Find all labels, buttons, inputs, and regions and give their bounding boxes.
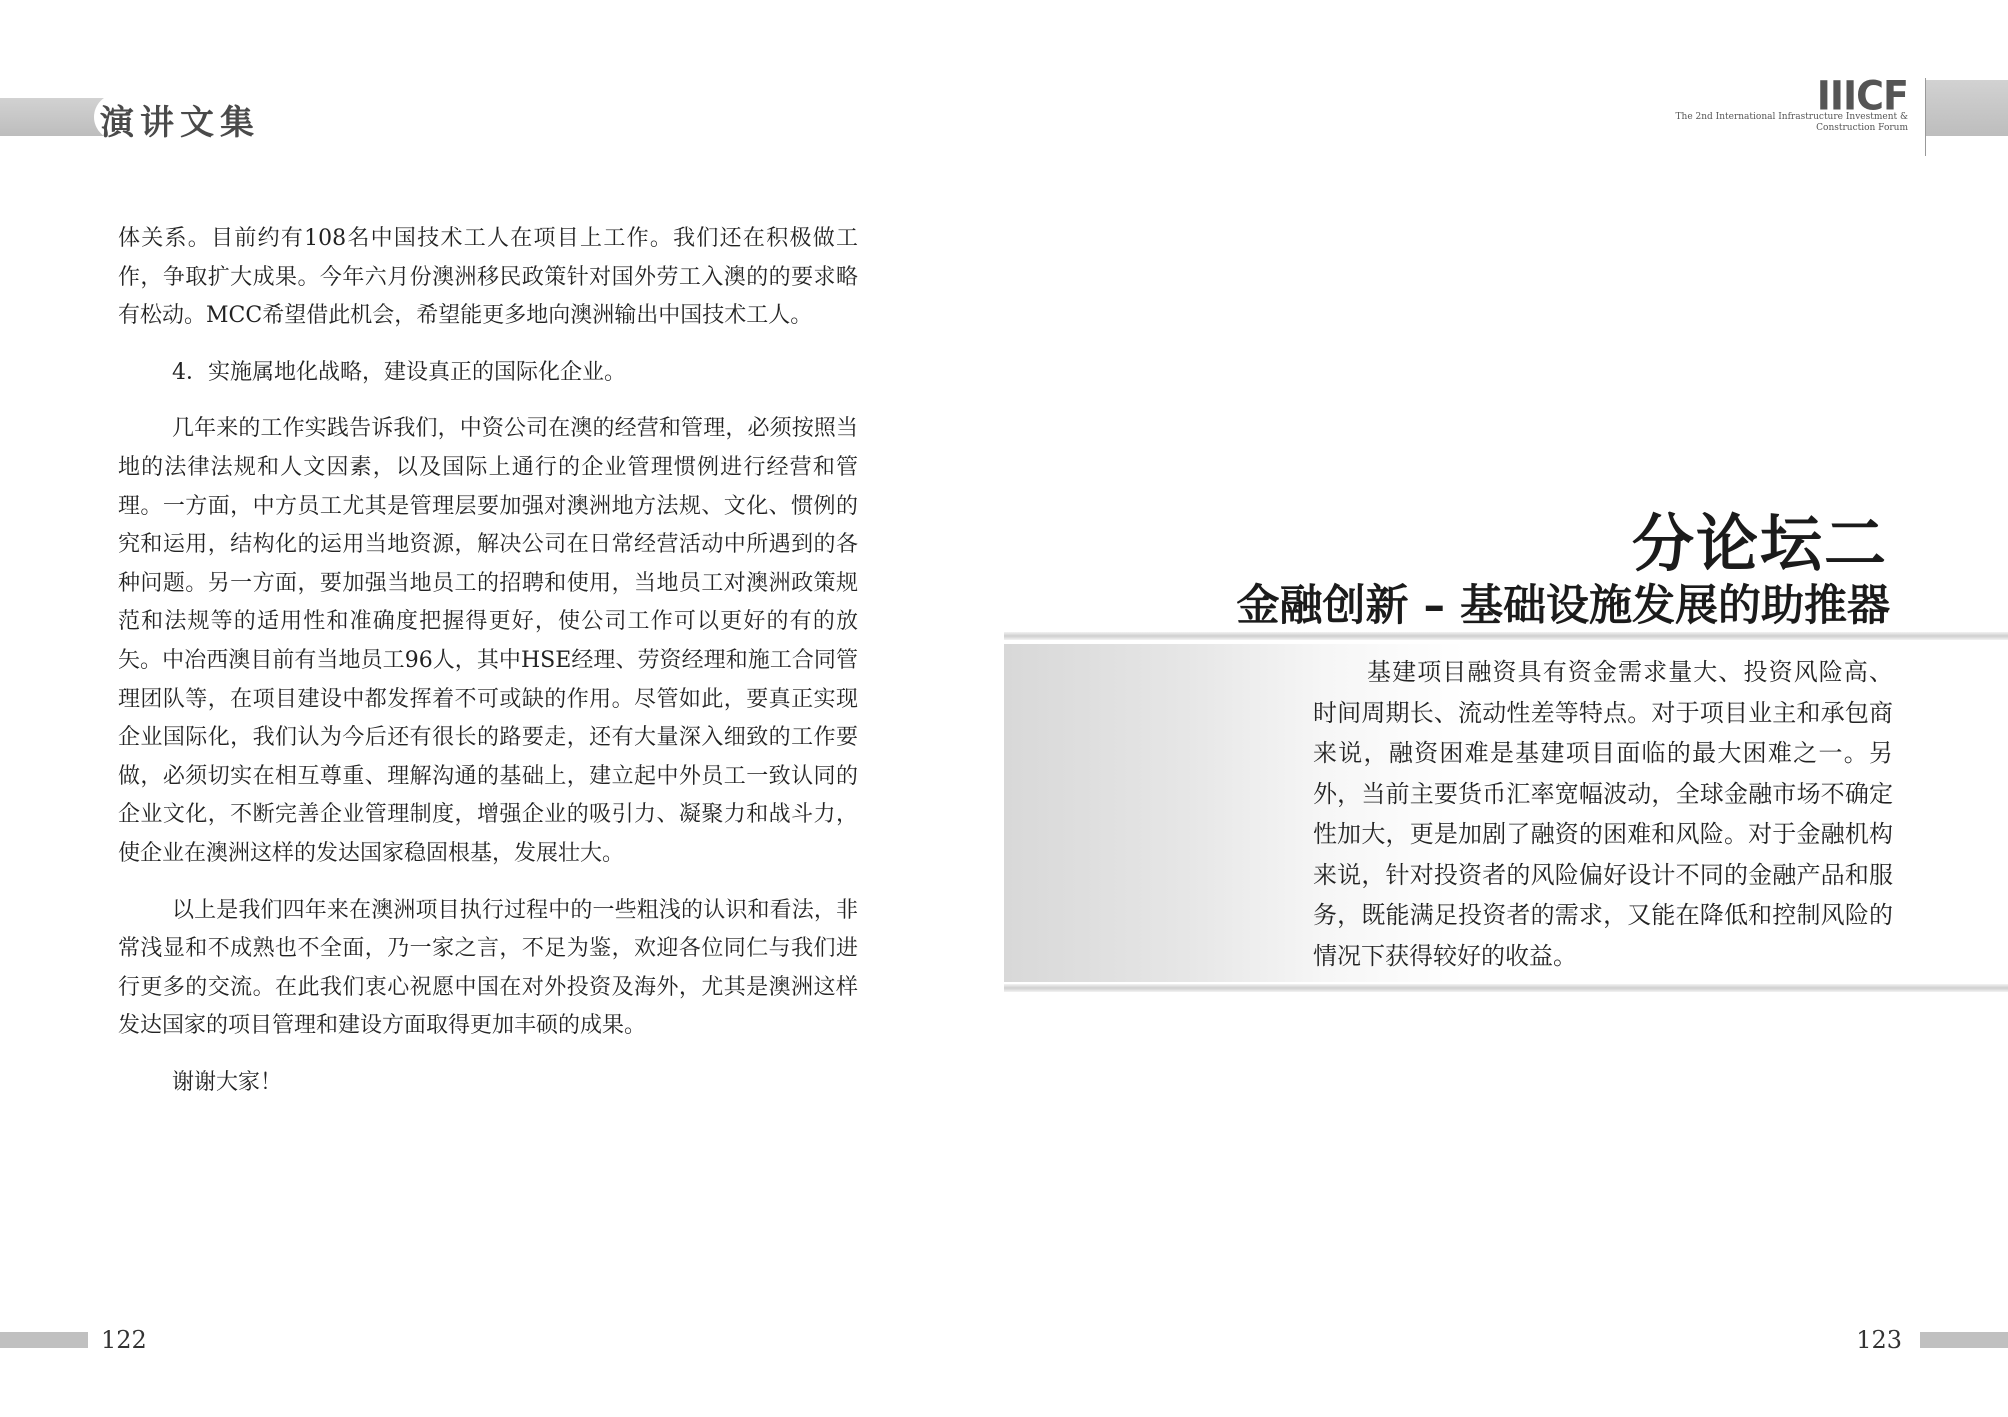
page-number-right: 123 [1856,1326,1902,1354]
page-number-bar-right [1920,1332,2008,1348]
logo-subtitle-line: Construction Forum [1816,123,1908,133]
logo-subtitle [1608,112,1908,134]
iiicf-logo: IIICF [1816,72,1908,120]
running-header-title: 演讲文集 [100,103,260,143]
paragraph: 体关系。目前约有108名中国技术工人在项目上工作。我们还在积极做工作，争取扩大成果。今年六月份澳洲移民政策针对国外劳工入澳的的要求略有松动。MCC希望借此机会，希望能更多地向澳洲输出中国技术工人。 [118,226,858,329]
section-subtitle: 金融创新 – 基础设施发展的助推器 [1236,581,1890,631]
page-number-bar-left [0,1332,88,1348]
page-number-left: 122 [101,1326,147,1354]
intro-paragraph: 基建项目融资具有资金需求量大、投资风险高、时间周期长、流动性差等特点。对于项目业主和承包商来说，融资困难是基建项目面临的最大困难之一。另外，当前主要货币汇率宽幅波动，全球金融市场不确定性加大，更是加剧了融资的困难和风险。对于金融机构来说，针对投资者的风险偏好设计不同的金融产品和服务，既能满足投资者的需求，又能在降低和控制风险的情况下获得较好的收益。 [1313,658,1893,970]
paragraph: 谢谢大家！ [172,1069,283,1095]
logo-subtitle-line: The 2nd International Infrastructure Investment & [1675,112,1908,122]
paragraph: 以上是我们四年来在澳洲项目执行过程中的一些粗浅的认识和看法，非常浅显和不成熟也不全面，乃一家之言，不足为鉴，欢迎各位同仁与我们进行更多的交流。在此我们衷心祝愿中国在对外投资及海外，尤其是澳洲这样发达国家的项目管理和建设方面取得更加丰硕的成果。 [118,897,858,1039]
divider-rule-bottom [1004,984,2008,992]
header-bar-right [1926,80,2008,136]
paragraph: 4．实施属地化战略，建设真正的国际化企业。 [172,359,626,385]
section-title: 分论坛二 [1631,507,1888,580]
left-body-text [118,220,858,1120]
paragraph: 几年来的工作实践告诉我们，中资公司在澳的经营和管理，必须按照当地的法律法规和人文因素，以及国际上通行的企业管理惯例进行经营和管理。一方面，中方员工尤其是管理层要加强对澳洲地方法规、文化、惯例的究和运用，结构化的运用当地资源，解决公司在日常经营活动中所遇到的各种问题。另一方面，要加强当地员工的招聘和使用，当地员工对澳洲政策规范和法规等的适用性和准确度把握得更好，使公司工作可以更好的有的放矢。中冶西澳目前有当地员工96人，其中HSE经理、劳资经理和施工合同管理团队等，在项目建设中都发挥着不可或缺的作用。尽管如此，要真正实现企业国际化，我们认为今后还有很长的路要走，还有大量深入细致的工作要做，必须切实在相互尊重、理解沟通的基础上，建立起中外员工一致认同的企业文化，不断完善企业管理制度，增强企业的吸引力、凝聚力和战斗力，使企业在澳洲这样的发达国家稳固根基，发展壮大。 [118,416,858,866]
divider-rule-top [1004,632,2008,640]
